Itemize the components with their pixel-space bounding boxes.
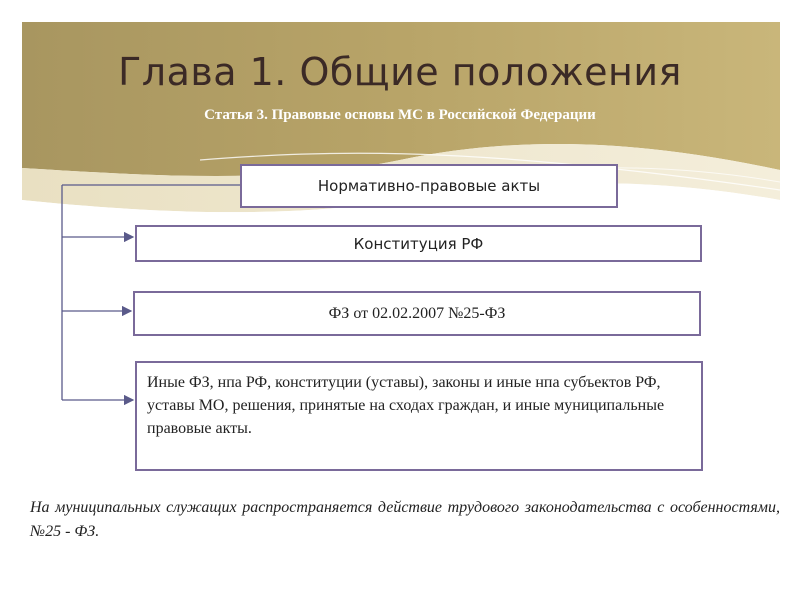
node-constitution-label: Конституция РФ [353,234,484,253]
root-node [240,164,618,208]
root-node-label: Нормативно-правовые акты [317,177,541,195]
node-other-acts [135,361,703,471]
footer-note: На муниципальных служащих распространяется действие трудового законодательства с особенностями, №25 - ФЗ. [30,499,780,540]
node-constitution [135,225,702,262]
node-federal-law [133,291,701,336]
node-other-acts-label: Иные ФЗ, нпа РФ, конституции (уставы), законы и иные нпа субъектов РФ, уставы МО, решения, принятые на сходах граждан, и иные муниципальные правовые акты. [147,374,665,437]
page-title: Глава 1. Общие положения [118,50,682,94]
page-subtitle: Статья 3. Правовые основы МС в Российской Федерации [204,107,596,123]
node-federal-law-label: ФЗ от 02.02.2007 №25-ФЗ [328,304,506,322]
